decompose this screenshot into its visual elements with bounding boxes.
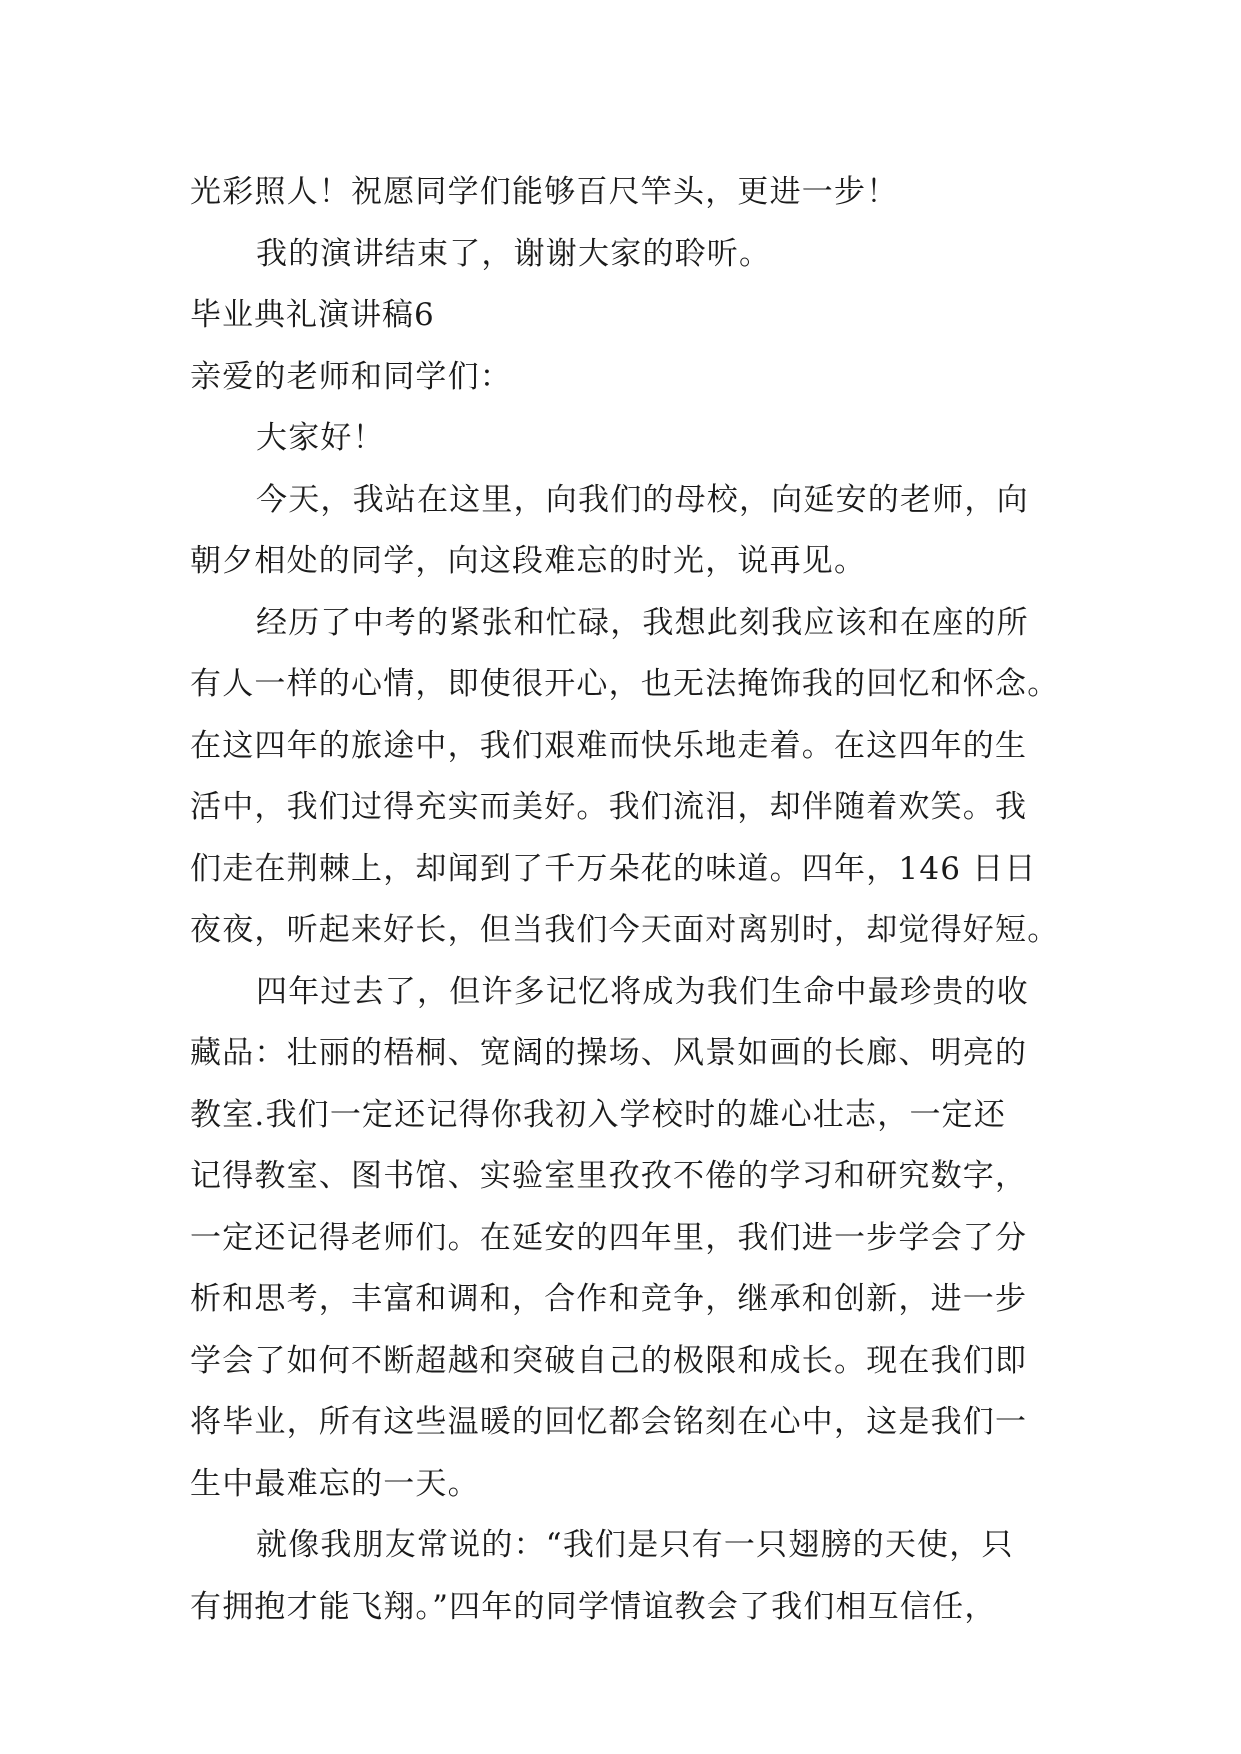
- text-line: 今天，我站在这里，向我们的母校，向延安的老师，向: [256, 481, 1029, 518]
- text-line: 在这四年的旅途中，我们艰难而快乐地走着。在这四年的生: [190, 727, 1028, 764]
- salutation: 亲爱的老师和同学们：: [190, 358, 512, 395]
- text-line: 四年过去了，但许多记忆将成为我们生命中最珍贵的收: [256, 973, 1029, 1010]
- speech-body: [190, 162, 1060, 1638]
- text-line: 有拥抱才能飞翔。”四年的同学情谊教会了我们相互信任，: [190, 1588, 997, 1625]
- text-line: 藏品：壮丽的梧桐、宽阔的操场、风景如画的长廊、明亮的: [190, 1035, 1028, 1071]
- text-line: 们走在荆棘上，却闻到了千万朵花的味道。四年，146 日日: [190, 850, 1037, 887]
- text-line: 将毕业，所有这些温暖的回忆都会铭刻在心中，这是我们一: [190, 1404, 1028, 1440]
- text-line: 朝夕相处的同学，向这段难忘的时光，说再见。: [190, 543, 867, 579]
- text-line: 有人一样的心情，即使很开心，也无法掩饰我的回忆和怀念。: [190, 666, 1060, 702]
- text-line: 我的演讲结束了，谢谢大家的聆听。: [256, 235, 772, 272]
- text-line: 记得教室、图书馆、实验室里孜孜不倦的学习和研究数字，: [190, 1158, 1028, 1194]
- text-line: 教室.我们一定还记得你我初入学校时的雄心壮志，一定还: [190, 1096, 1007, 1133]
- text-line: 生中最难忘的一天。: [190, 1465, 480, 1502]
- text-line: 析和思考，丰富和调和，合作和竞争，继承和创新，进一步: [190, 1281, 1028, 1317]
- text-line: 学会了如何不断超越和突破自己的极限和成长。现在我们即: [190, 1342, 1028, 1379]
- section-heading: 毕业典礼演讲稿6: [190, 297, 435, 333]
- text-line: 夜夜，听起来好长，但当我们今天面对离别时，却觉得好短。: [190, 912, 1060, 948]
- text-line: 活中，我们过得充实而美好。我们流泪，却伴随着欢笑。我: [190, 789, 1028, 825]
- text-line: 一定还记得老师们。在延安的四年里，我们进一步学会了分: [190, 1219, 1028, 1256]
- text-line: 经历了中考的紧张和忙碌，我想此刻我应该和在座的所: [256, 604, 1029, 641]
- text-line: 光彩照人！祝愿同学们能够百尺竿头，更进一步！: [190, 174, 899, 210]
- text-line: 就像我朋友常说的：“我们是只有一只翅膀的天使，只: [256, 1527, 1014, 1563]
- greeting: 大家好！: [256, 420, 385, 456]
